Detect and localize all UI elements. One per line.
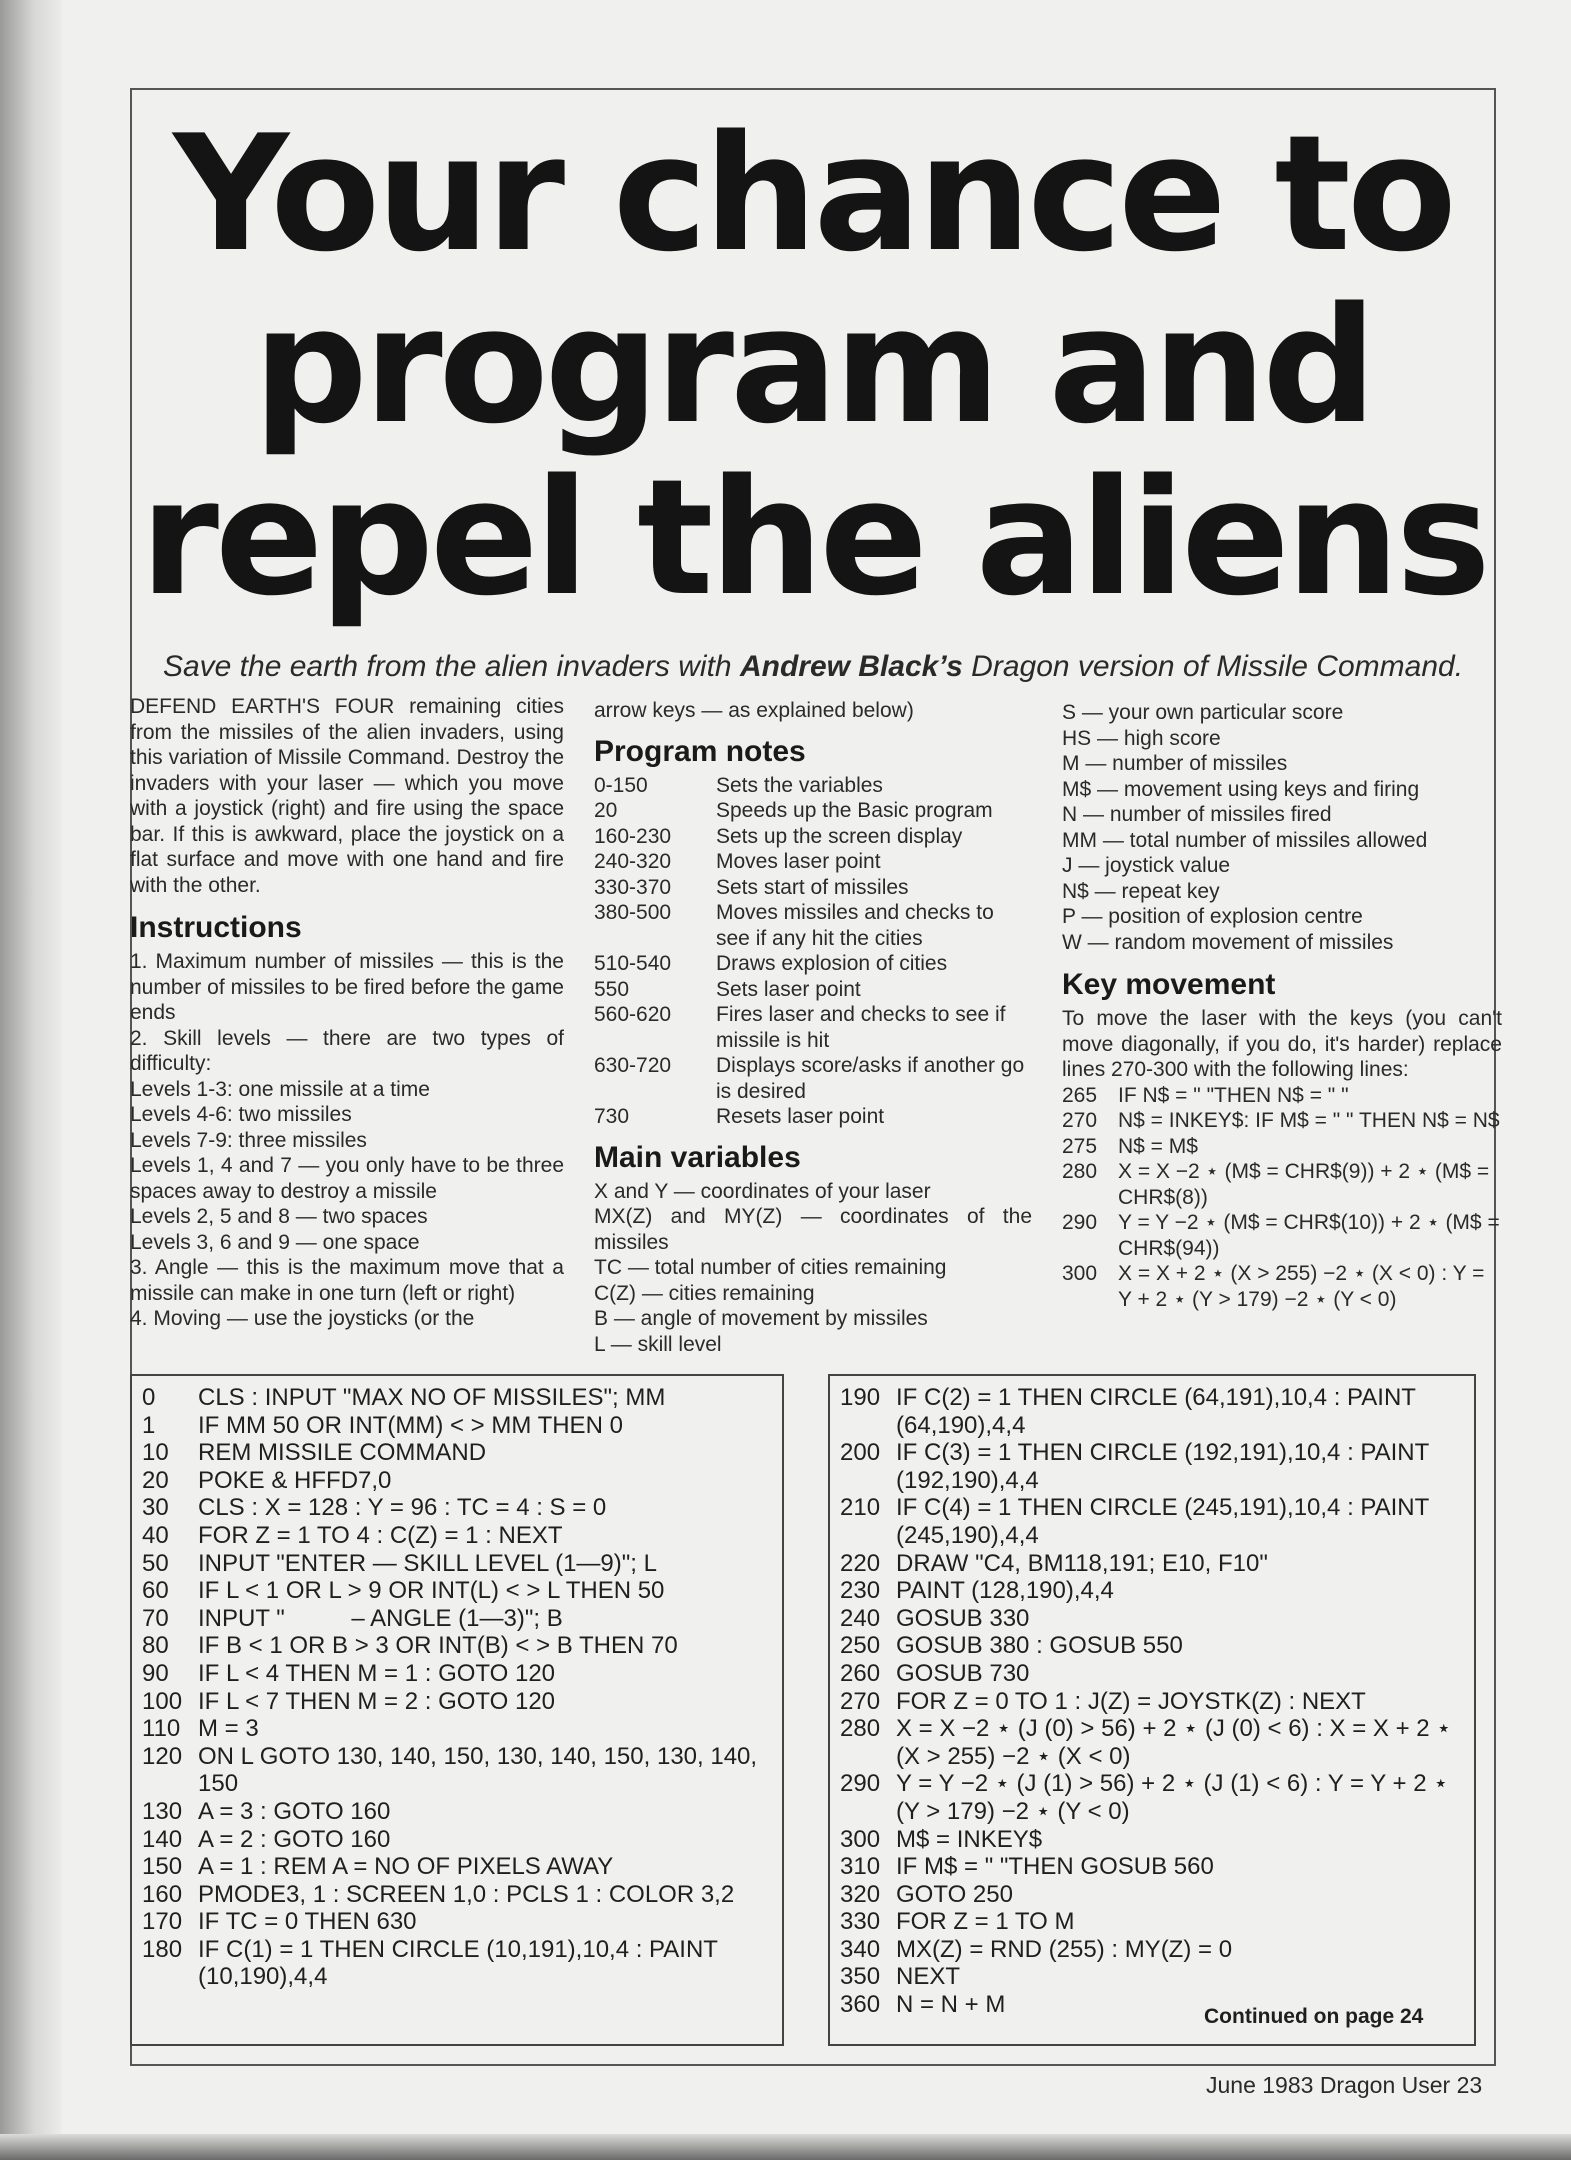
code-text: INPUT "ENTER — SKILL LEVEL (1—9)"; L (198, 1549, 657, 1577)
code-text: N$ = M$ (1118, 1134, 1198, 1158)
instructions-line: Levels 3, 6 and 9 — one space (130, 1230, 420, 1254)
code-line (142, 1908, 772, 1936)
note-range: 160-230 (594, 824, 672, 848)
line-number: 40 (142, 1521, 169, 1549)
code-line (142, 1660, 772, 1688)
line-number: 230 (840, 1577, 881, 1605)
note-range: 550 (594, 977, 630, 1001)
note-desc: Moves laser point (716, 850, 881, 873)
key-movement-code (1062, 1083, 1502, 1313)
continued-note: Continued on page 24 (1204, 2005, 1424, 2028)
line-number: 210 (840, 1494, 881, 1522)
code-text: IF B < 1 OR B > 3 OR INT(B) < > B THEN 70 (198, 1632, 678, 1660)
code-line (142, 1522, 772, 1550)
code-line (840, 1384, 1464, 1439)
code-line (840, 1936, 1464, 1964)
note-range: 20 (594, 799, 618, 822)
subtitle-post: Dragon version of Missile Command. (962, 650, 1464, 683)
main-variables-list (594, 1179, 1032, 1358)
line-number: 110 (142, 1715, 181, 1743)
note-range: 0-150 (594, 773, 648, 797)
line-number: 270 (1062, 1109, 1098, 1132)
code-text: GOSUB 380 : GOSUB 550 (896, 1632, 1183, 1660)
code-line (840, 1715, 1464, 1770)
code-line (840, 1632, 1464, 1660)
variable-line: M — number of missiles (1062, 752, 1288, 775)
code-text: X = X −2 ⋆ (J (0) > 56) + 2 ⋆ (J (0) < 6) : X = X + 2 ⋆ (X > 255) −2 ⋆ (X < 0) (896, 1715, 1452, 1770)
code-text: INPUT " – ANGLE (1—3)"; B (198, 1604, 563, 1632)
line-number: 340 (840, 1935, 881, 1963)
code-text: GOTO 250 (896, 1880, 1013, 1908)
code-line (840, 1770, 1464, 1825)
code-text: X = X + 2 ⋆ (X > 255) −2 ⋆ (X < 0) : Y = Y + 2 ⋆ (Y > 179) −2 ⋆ (Y < 0) (1118, 1262, 1485, 1311)
code-text: FOR Z = 1 TO M (896, 1908, 1075, 1936)
variable-line: W — random movement of missiles (1062, 930, 1394, 954)
line-number: 290 (840, 1770, 881, 1798)
code-line (840, 1908, 1464, 1936)
column-2 (594, 698, 1032, 1357)
instructions-line: 3. Angle — this is the maximum move that a missile can make in one turn (left or right) (130, 1256, 564, 1305)
code-text: IF L < 7 THEN M = 2 : GOTO 120 (198, 1687, 556, 1715)
headline-line-3: repel the aliens (140, 444, 1487, 631)
line-number: 140 (142, 1825, 183, 1853)
binding-shadow (0, 0, 62, 2160)
note-desc: Displays score/asks if another go is desired (716, 1054, 1025, 1103)
code-line (1062, 1261, 1502, 1312)
note-range: 330-370 (594, 875, 672, 899)
code-text: PMODE3, 1 : SCREEN 1,0 : PCLS 1 : COLOR 3,2 (198, 1880, 735, 1908)
code-text: X = X −2 ⋆ (M$ = CHR$(9)) + 2 ⋆ (M$ = CHR$(8)) (1118, 1160, 1490, 1209)
column-1 (130, 694, 564, 1332)
note-desc: Speeds up the Basic program (716, 799, 993, 822)
line-number: 320 (840, 1880, 881, 1908)
program-note-row (594, 1002, 1032, 1053)
note-desc: Draws explosion of cities (716, 952, 948, 975)
instructions-line: 2. Skill levels — there are two types of difficulty: (130, 1026, 564, 1075)
note-desc: Sets start of missiles (716, 875, 909, 899)
line-number: 280 (840, 1715, 881, 1743)
code-line (142, 1688, 772, 1716)
code-line (1062, 1108, 1502, 1134)
variable-line: P — position of explosion centre (1062, 905, 1363, 928)
line-number: 270 (840, 1687, 881, 1715)
line-number: 180 (142, 1935, 183, 1963)
code-line (142, 1412, 772, 1440)
note-desc: Resets laser point (716, 1105, 885, 1128)
column-3 (1062, 700, 1502, 1312)
variable-line: X and Y — coordinates of your laser (594, 1179, 931, 1203)
variable-line: N — number of missiles fired (1062, 803, 1332, 826)
code-line (142, 1715, 772, 1743)
code-line (840, 1963, 1464, 1991)
program-note-row (594, 977, 1032, 1003)
line-number: 200 (840, 1439, 881, 1467)
code-line (840, 1881, 1464, 1909)
code-line (840, 1494, 1464, 1549)
program-note-row (594, 824, 1032, 850)
line-number: 0 (142, 1384, 156, 1411)
program-note-row (594, 1104, 1032, 1130)
program-note-row (594, 900, 1032, 951)
code-text: MX(Z) = RND (255) : MY(Z) = 0 (896, 1935, 1233, 1963)
line-number: 275 (1062, 1134, 1098, 1158)
code-text: ON L GOTO 130, 140, 150, 130, 140, 150, 130, 140, 150 (198, 1742, 758, 1798)
variable-line: L — skill level (594, 1332, 722, 1356)
code-text: IF M$ = " "THEN GOSUB 560 (896, 1853, 1214, 1881)
instructions-line: 4. Moving — use the joysticks (or the (130, 1307, 475, 1330)
line-number: 10 (142, 1439, 169, 1467)
note-range: 560-620 (594, 1003, 672, 1026)
variable-line: S — your own particular score (1062, 701, 1344, 724)
code-line (142, 1881, 772, 1909)
code-text: N$ = INKEY$: IF M$ = " " THEN N$ = N$ (1118, 1109, 1500, 1132)
line-number: 170 (142, 1908, 183, 1936)
code-line (142, 1467, 772, 1495)
code-line (142, 1632, 772, 1660)
code-line (142, 1743, 772, 1798)
subtitle (140, 650, 1486, 684)
variable-line: J — joystick value (1062, 854, 1231, 877)
code-text: REM MISSILE COMMAND (198, 1439, 487, 1467)
line-number: 70 (142, 1604, 169, 1632)
program-note-row (594, 951, 1032, 977)
code-line (142, 1936, 772, 1991)
code-text: IF L < 4 THEN M = 1 : GOTO 120 (198, 1659, 556, 1687)
line-number: 90 (142, 1659, 169, 1687)
code-line (1062, 1134, 1502, 1160)
code-line (1062, 1210, 1502, 1261)
code-text: IF C(1) = 1 THEN CIRCLE (10,191),10,4 : PAINT (10,190),4,4 (198, 1935, 718, 1991)
code-text: GOSUB 330 (896, 1604, 1030, 1632)
program-notes-table (594, 773, 1032, 1130)
code-text: A = 2 : GOTO 160 (198, 1825, 391, 1853)
instructions-line: Levels 7-9: three missiles (130, 1128, 367, 1152)
line-number: 220 (840, 1549, 881, 1577)
line-number: 190 (840, 1384, 881, 1411)
instructions-continuation: arrow keys — as explained below) (594, 699, 914, 722)
program-note-row (594, 1053, 1032, 1104)
code-text: IF C(3) = 1 THEN CIRCLE (192,191),10,4 : PAINT (192,190),4,4 (896, 1439, 1429, 1494)
code-text: CLS : X = 128 : Y = 96 : TC = 4 : S = 0 (198, 1494, 607, 1522)
variable-line: HS — high score (1062, 726, 1221, 750)
code-line (142, 1798, 772, 1826)
intro-paragraph: DEFEND EARTH'S FOUR remaining cities from the missiles of the alien invaders, using this variation of Missile Command. Destroy the invaders with your laser — which you move with a joystick (right) and fire using the space bar. If this is awkward, place the joystick on a flat surface and move with one hand and fire with the other. (130, 695, 564, 897)
program-note-row (594, 875, 1032, 901)
line-number: 290 (1062, 1211, 1098, 1234)
instructions-line: Levels 1-3: one missile at a time (130, 1077, 430, 1101)
code-line (142, 1384, 772, 1412)
instructions-line: Levels 4-6: two missiles (130, 1103, 352, 1126)
line-number: 310 (840, 1853, 881, 1881)
code-line (142, 1577, 772, 1605)
code-line (840, 1439, 1464, 1494)
line-number: 50 (142, 1549, 169, 1577)
program-notes-heading: Program notes (594, 734, 806, 768)
subtitle-pre: Save the earth from the alien invaders with (162, 650, 740, 683)
line-number: 360 (840, 1991, 881, 2019)
code-text: N = N + M (896, 1991, 1006, 2019)
code-text: IF C(4) = 1 THEN CIRCLE (245,191),10,4 : PAINT (245,190),4,4 (896, 1494, 1429, 1549)
line-number: 1 (142, 1411, 156, 1439)
line-number: 280 (1062, 1160, 1098, 1183)
subtitle-possessive: ’s (938, 650, 963, 683)
code-line (1062, 1083, 1502, 1109)
code-text: IF MM 50 OR INT(MM) < > MM THEN 0 (198, 1411, 623, 1439)
code-text: Y = Y −2 ⋆ (M$ = CHR$(10)) + 2 ⋆ (M$ = CHR$(94)) (1118, 1211, 1500, 1260)
note-desc: Sets up the screen display (716, 824, 963, 848)
code-text: DRAW "C4, BM118,191; E10, F10" (896, 1549, 1268, 1577)
variable-line: M$ — movement using keys and firing (1062, 777, 1420, 801)
code-text: PAINT (128,190),4,4 (896, 1577, 1114, 1605)
line-number: 120 (142, 1742, 183, 1770)
line-number: 300 (840, 1825, 881, 1853)
code-line (840, 1826, 1464, 1854)
note-range: 730 (594, 1105, 630, 1128)
variable-line: MM — total number of missiles allowed (1062, 828, 1428, 852)
code-line (840, 1688, 1464, 1716)
headline (140, 100, 1487, 631)
page-footer: June 1983 Dragon User 23 (1206, 2072, 1483, 2098)
code-line (840, 1605, 1464, 1633)
program-note-row (594, 798, 1032, 824)
line-number: 300 (1062, 1262, 1098, 1285)
code-text: NEXT (896, 1963, 961, 1991)
line-number: 20 (142, 1466, 169, 1494)
variables-continued-list (1062, 700, 1502, 955)
code-text: IF C(2) = 1 THEN CIRCLE (64,191),10,4 : PAINT (64,190),4,4 (896, 1384, 1416, 1439)
note-range: 380-500 (594, 901, 672, 924)
code-text: A = 1 : REM A = NO OF PIXELS AWAY (198, 1853, 614, 1881)
main-variables-heading: Main variables (594, 1140, 801, 1174)
line-number: 60 (142, 1577, 169, 1605)
code-line (840, 1577, 1464, 1605)
code-text: IF TC = 0 THEN 630 (198, 1908, 417, 1936)
headline-line-1: Your chance to (173, 100, 1453, 287)
code-line (142, 1494, 772, 1522)
code-line (142, 1550, 772, 1578)
instructions-heading: Instructions (130, 911, 302, 944)
instructions-line: Levels 2, 5 and 8 — two spaces (130, 1205, 428, 1228)
key-movement-text: To move the laser with the keys (you can't move diagonally, if you do, it's harder) replace lines 270-300 with the following lines: (1062, 1007, 1502, 1081)
program-listing-right (828, 1374, 1476, 2046)
key-movement-heading: Key movement (1062, 968, 1276, 1001)
code-text: FOR Z = 1 TO 4 : C(Z) = 1 : NEXT (198, 1521, 563, 1549)
code-text: POKE & HFFD7,0 (198, 1466, 392, 1494)
subtitle-author: Andrew Black (739, 650, 939, 683)
code-line (142, 1439, 772, 1467)
instructions-list (130, 949, 564, 1332)
line-number: 80 (142, 1632, 169, 1660)
line-number: 260 (840, 1659, 881, 1687)
code-line (142, 1853, 772, 1881)
note-desc: Sets laser point (716, 977, 861, 1001)
line-number: 350 (840, 1963, 881, 1991)
bottom-shadow (0, 2134, 1571, 2160)
program-listing-left (130, 1374, 784, 2046)
program-note-row (594, 773, 1032, 799)
note-desc: Moves missiles and checks to see if any hit the cities (716, 901, 994, 950)
code-text: CLS : INPUT "MAX NO OF MISSILES"; MM (198, 1384, 666, 1411)
note-desc: Sets the variables (716, 773, 883, 797)
note-range: 240-320 (594, 850, 672, 873)
line-number: 330 (840, 1908, 881, 1936)
code-text: Y = Y −2 ⋆ (J (1) > 56) + 2 ⋆ (J (1) < 6) : Y = Y + 2 ⋆ (Y > 179) −2 ⋆ (Y < 0) (896, 1770, 1449, 1825)
code-line (142, 1605, 772, 1633)
code-text: IF L < 1 OR L > 9 OR INT(L) < > L THEN 50 (198, 1577, 665, 1605)
line-number: 250 (840, 1632, 881, 1660)
line-number: 100 (142, 1687, 183, 1715)
instructions-line: Levels 1, 4 and 7 — you only have to be three spaces away to destroy a missile (130, 1154, 564, 1203)
code-line (1062, 1159, 1502, 1210)
code-text: M$ = INKEY$ (896, 1825, 1043, 1853)
code-text: A = 3 : GOTO 160 (198, 1797, 391, 1825)
line-number: 150 (142, 1853, 183, 1881)
code-text: M = 3 (198, 1715, 259, 1743)
line-number: 265 (1062, 1083, 1098, 1107)
headline-line-2: program and (253, 272, 1373, 459)
code-text: GOSUB 730 (896, 1659, 1030, 1687)
variable-line: N$ — repeat key (1062, 879, 1220, 903)
variable-line: C(Z) — cities remaining (594, 1281, 815, 1305)
instructions-line: 1. Maximum number of missiles — this is the number of missiles to be fired before the game ends (130, 950, 564, 1024)
code-text: FOR Z = 0 TO 1 : J(Z) = JOYSTK(Z) : NEXT (896, 1687, 1366, 1715)
note-range: 510-540 (594, 952, 672, 975)
note-range: 630-720 (594, 1054, 672, 1077)
code-line (142, 1826, 772, 1854)
line-number: 130 (142, 1797, 183, 1825)
code-line (840, 1660, 1464, 1688)
variable-line: TC — total number of cities remaining (594, 1256, 947, 1279)
variable-line: MX(Z) and MY(Z) — coordinates of the missiles (594, 1205, 1032, 1254)
line-number: 240 (840, 1604, 881, 1632)
note-desc: Fires laser and checks to see if missile is hit (716, 1003, 1006, 1052)
code-line (840, 1550, 1464, 1578)
line-number: 160 (142, 1880, 183, 1908)
code-line (840, 1853, 1464, 1881)
code-text: IF N$ = " "THEN N$ = " " (1118, 1083, 1349, 1107)
variable-line: B — angle of movement by missiles (594, 1307, 928, 1330)
program-note-row (594, 849, 1032, 875)
line-number: 30 (142, 1494, 169, 1522)
